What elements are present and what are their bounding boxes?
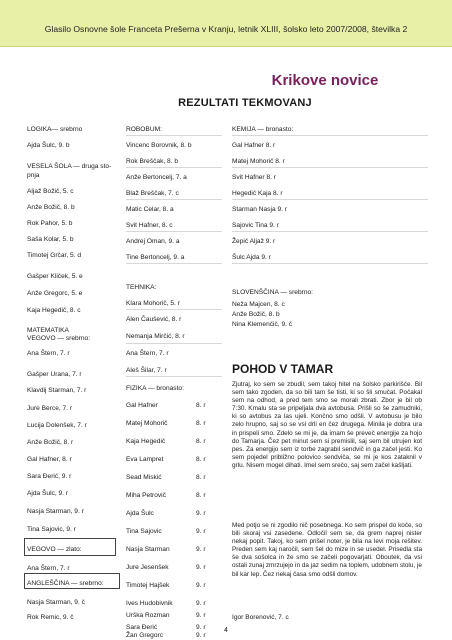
list-item: Rok Pahor, 5. b (27, 220, 73, 227)
fizika-name: Ajda Šulc (126, 510, 154, 517)
row-divider (126, 199, 222, 200)
row-divider (232, 263, 428, 264)
list-item: Ana Štern, 7. r (27, 565, 70, 572)
list-item: Gašper Kliček, 5. e (27, 273, 83, 280)
fizika-name: Ives Hudobivnik (126, 600, 173, 607)
row-divider (232, 167, 428, 168)
fizika-name: Jure Jesenšek (126, 564, 169, 571)
list-item: Klavdij Starman, 7. r (27, 387, 87, 394)
list-item: Jure Berce, 7. r (27, 405, 73, 412)
page-title: Krikove novice (271, 72, 379, 89)
list-item: Tine Bertoncelj, 9. a (126, 254, 185, 261)
list-item: Nina Klemenčič, 9. č (232, 321, 293, 328)
fizika-grade: 9. r (196, 600, 206, 607)
page-number: 4 (224, 627, 228, 634)
list-item: VESELA ŠOLA — druga sto- (27, 163, 112, 170)
list-item: Anže Božič, 8. b (232, 311, 280, 318)
fizika-name: Timotej Hajšek (126, 582, 170, 589)
fizika-grade: 8. r (196, 474, 206, 481)
row-divider (232, 199, 428, 200)
fizika-grade: 9. r (196, 612, 206, 619)
list-item: LOGIKA— srebrno (27, 126, 83, 133)
fizika-name: Nasja Starman (126, 546, 170, 553)
list-item: Gal Hafner 8. r (232, 142, 276, 149)
list-item: VEGOVO — srebrno: (27, 335, 91, 342)
row-divider (232, 135, 428, 136)
fizika-grade: 8. r (196, 438, 206, 445)
list-item: Hegedič Kaja 8. r (232, 190, 283, 197)
list-item: KEMIJA — bronasto: (232, 126, 294, 133)
list-item: Andrej Oman, 9. a (126, 238, 180, 245)
section-subtitle: REZULTATI TEKMOVANJ (178, 97, 312, 109)
list-item: Aljaž Božič, 5. c (27, 188, 74, 195)
fizika-name: Urška Rozman (126, 612, 170, 619)
fizika-name: Žan Gregorc (126, 632, 164, 639)
list-item: Anže Božič, 8. b (27, 204, 75, 211)
list-item: Timotej Grčar, 5. d (27, 252, 81, 259)
list-item: Blaž Breščak, 7. c (126, 190, 179, 197)
article-paragraph: Med potjo se ni zgodilo nič posebnega. Ko sem prispel do koče, so bili skoraj vsi zasedene. Odločil sem se, da grem naprej nister nekaj popit. Takoj, ko sem prišel noter, je bila na levi moja rešitev. Preden sem kaj naročil, sem šel do mize in se usedel. Prisedla sta še dva sošolca in že smo se začeli pogovarjati. Oboutek, da vsi ostali zunaj zmrzujejo in da jaz sedim na toplem, udobnem stolu, je bil kar lep. Čez nekaj časa smo odšli domov. (232, 522, 422, 578)
list-item: Anže Bertoncelj, 7. a (126, 174, 187, 181)
fizika-name: Kaja Hegedič (126, 438, 166, 445)
list-item: Gal Hafner, 8. r (27, 456, 72, 463)
list-item: Klara Mohorič, 5. r (126, 300, 180, 307)
fizika-name: Gal Hafner (126, 402, 158, 409)
fizika-grade: 9. r (196, 582, 206, 589)
row-divider (126, 263, 222, 264)
list-item: Nasja Starman, 9. r (27, 508, 84, 515)
list-item: Neža Majcen, 8. c (232, 301, 285, 308)
list-item: Rok Breščak, 8. b (126, 158, 179, 165)
list-item: Svit Hafner 8. r (232, 174, 276, 181)
highlight-box (24, 573, 120, 589)
fizika-name: Eva Lampret (126, 456, 164, 463)
row-divider (126, 167, 222, 168)
fizika-grade: 8. r (196, 420, 206, 427)
list-item: Sara Đerić, 9. r (27, 473, 72, 480)
list-item: Anže Božič, 8. r (27, 439, 74, 446)
fizika-grade: 8. r (196, 456, 206, 463)
highlight-box (24, 538, 116, 556)
list-item: Aleš Šilar, 7. r (126, 367, 167, 374)
list-item: Kaja Hegedič, 8. c (27, 307, 81, 314)
list-item: Saša Kolar, 5. b (27, 236, 74, 243)
article-title: POHOD V TAMAR (232, 362, 334, 376)
list-item: Ajda Šulc, 9. r (27, 490, 69, 497)
list-item: pnja (27, 172, 40, 179)
fizika-grade: 8. r (196, 492, 206, 499)
list-item: Nemanja Mirčić, 8. r (126, 333, 185, 340)
fizika-name: Tina Sajovic (126, 528, 162, 535)
list-item: Šulc Ajda 9. r (232, 254, 271, 261)
fizika-grade: 8. r (196, 402, 206, 409)
list-item: Matej Mohorič 8. r (232, 158, 285, 165)
list-item: SLOVENŠČINA — srebrno: (232, 289, 313, 296)
list-item: Vincenc Borovnik, 8. b (126, 142, 192, 149)
list-item: Anže Gregorc, 5. e (27, 290, 83, 297)
page-header (0, 0, 452, 47)
article-paragraph: Zjutraj, ko sem se zbudil, sem takoj hitel na šolsko parkirišče. Bil sem tako zgoden, da so bili tam še tisti, ki so šli smučat. Počakal sem na odhod, a pred tem smo se morali zbrati. Zbor je bil ob 7:30. Kmalu sta se pripeljala dva avtobusa. Prišli so še zamudniki, ki so avtobus za las ujeli. Končno smo odšli. V avtobusu je bilo zelo hrupno, saj so se vsi drli en čez drugega. Minila je dobra ura in prispeli smo. Zdelo se mi je, da imam še preveč energije za hojo do Tamarja. Čez pet minut sem si premislil, saj sem bil utrujen kot pes. Za energijo sem iz torbe zagrabil sendvič in ga začel jesti. Ko sem pojedel približno polovico sendviča, se mi je kos zataknil v grlu. Nisem mogel dihati. Imel sem srečo, saj sem začel kašljati. (232, 381, 422, 469)
list-item: Alen Čaušević, 8. r (126, 316, 182, 323)
list-item: Matic Celar, 8. a (126, 206, 174, 213)
list-item: Gašper Urana, 7. r (27, 371, 82, 378)
list-item: Svit Hafner, 8. c (126, 222, 173, 229)
fizika-grade: 9. r (196, 546, 206, 553)
list-item: Ana Štern, 7. r (27, 350, 70, 357)
fizika-grade: 9. r (196, 632, 206, 639)
list-item: VEGOVO — zlato: (27, 546, 82, 553)
row-divider (126, 231, 222, 232)
row-divider (126, 135, 222, 136)
fizika-grade: 9. r (196, 510, 206, 517)
list-item: Starman Nasja 9. r (232, 206, 287, 213)
list-item: Rok Remic, 9. č (27, 614, 74, 621)
list-item: Ajda Šulc, 9. b (27, 142, 70, 149)
fizika-grade: 9. r (196, 528, 206, 535)
fizika-name: Matej Mohorič (126, 420, 168, 427)
list-item: Žepič Aljaž 9. r (232, 238, 276, 245)
list-item: Lucija Dolenšek, 7. r (27, 422, 87, 429)
row-divider (126, 309, 222, 310)
list-item: ROBOBUM: (126, 126, 162, 133)
list-item: Tina Sajovic, 9. r (27, 526, 76, 533)
header-text: Glasilo Osnovne šole Franceta Prešerna v Kranju, letnik XLIII, šolsko leto 2007/2008, številka 2 (44, 24, 408, 34)
article-author: Igor Borenović, 7. c (232, 614, 289, 621)
list-item: Ana Štern, 7. r (126, 350, 169, 357)
list-item: TEHNIKA: (126, 284, 157, 291)
list-item: ANGLEŠČINA — srebrno: (27, 580, 104, 587)
list-item: MATEMATIKA (27, 327, 69, 334)
row-divider (126, 376, 222, 377)
fizika-grade: 9. r (196, 564, 206, 571)
fizika-name: Sead Miskić (126, 474, 162, 481)
row-divider (232, 231, 428, 232)
list-item: FIZIKA — bronasto: (126, 385, 184, 392)
list-item: Sajovic Tina 9. r (232, 222, 279, 229)
fizika-grade: 9. r (196, 624, 206, 631)
fizika-name: Miha Petrovič (126, 492, 166, 499)
list-item: Nasja Starman, 9. č (27, 599, 85, 606)
fizika-name: Sara Đerić (126, 624, 158, 631)
row-divider (126, 343, 222, 344)
